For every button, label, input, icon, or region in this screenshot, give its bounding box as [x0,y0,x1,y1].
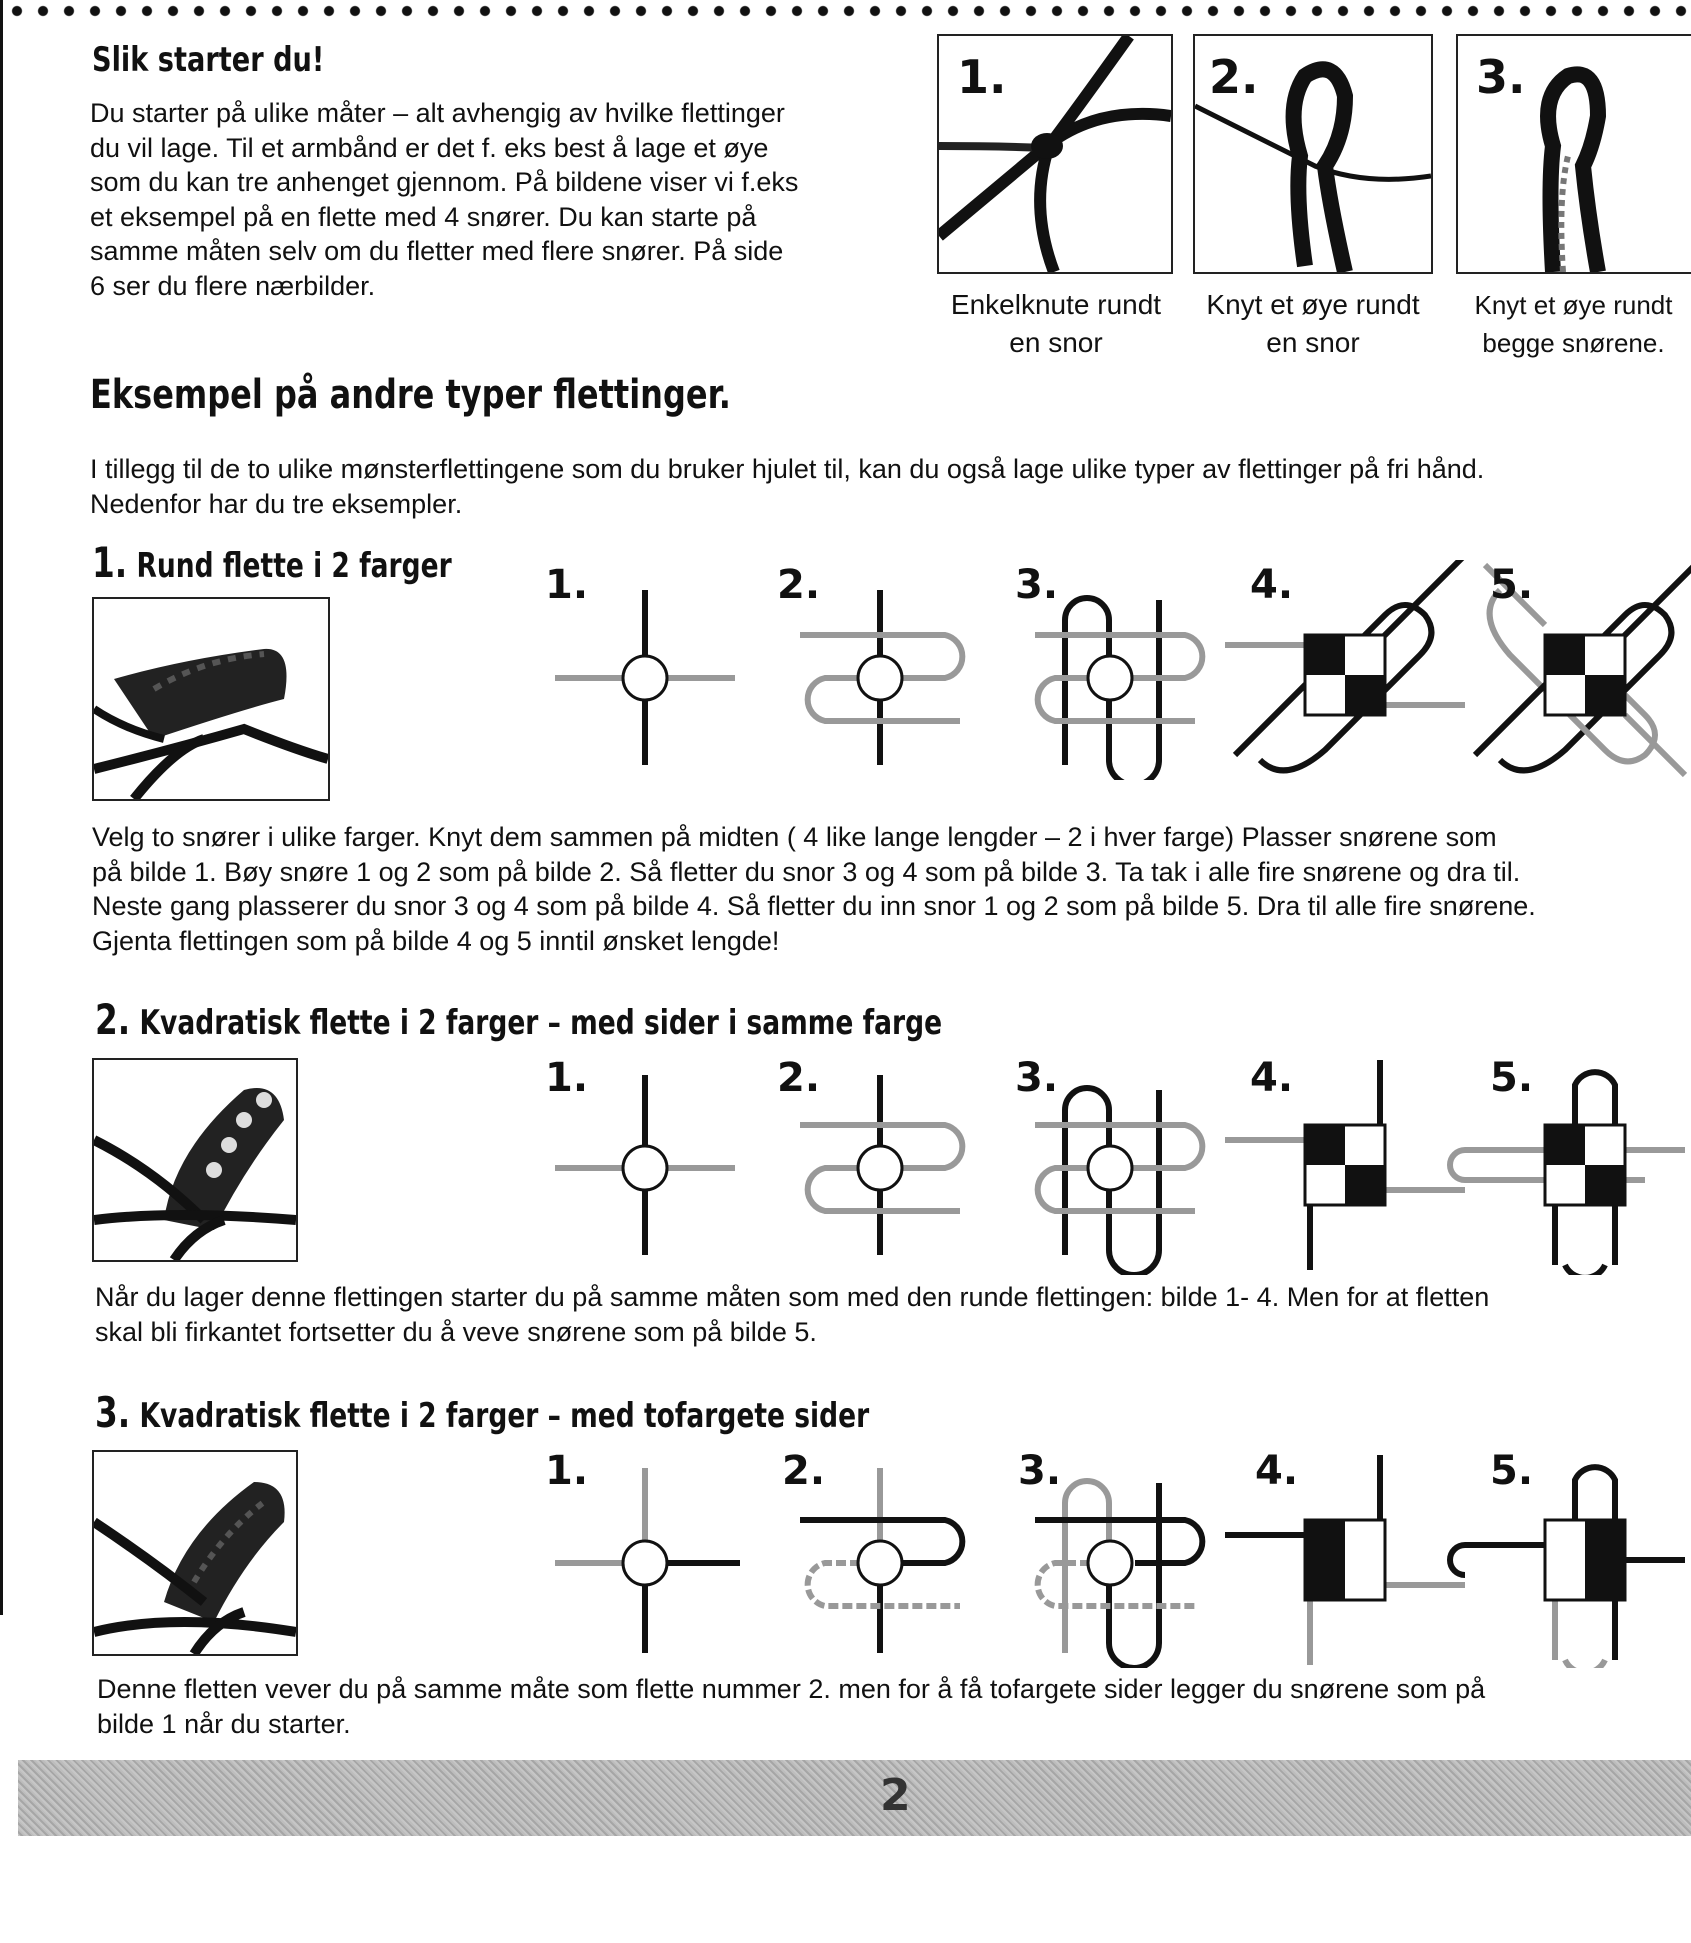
start-heading: Slik starter du! [92,40,325,80]
round-braid-photo-image [94,599,328,799]
step-number: 4. [1250,562,1294,608]
section-title: Kvadratisk flette i 2 farger – med tofargete sider [139,1396,870,1436]
dotted-top-border [0,0,1691,22]
section-1-diagrams [545,560,1691,780]
section-2-heading [95,995,942,1044]
start-photo-1 [937,34,1173,274]
start-line: Du starter på ulike måter – alt avhengig av hvilke flettinger [90,98,785,128]
caption-line: Knyt et øye rundt [1474,290,1673,320]
step-number: 1. [545,1055,589,1101]
left-margin-rule [0,0,3,1615]
examples-intro-text [90,452,1690,521]
start-line: som du kan tre anhenget gjennom. På bildene viser vi f.eks [90,167,799,197]
step-number: 3. [1018,1448,1062,1494]
caption-line: begge snørene. [1482,328,1665,358]
section-3-photo [92,1450,298,1656]
examples-heading: Eksempel på andre typer flettinger. [90,372,731,418]
caption-line: Knyt et øye rundt [1206,289,1420,320]
section-3-diagrams [545,1448,1691,1668]
step-number: 5. [1490,1055,1534,1101]
description-line: Når du lager denne flettingen starter du på samme måten som med den runde flettingen: bilde 1- 4. Men for at fletten [95,1282,1490,1312]
square-braid-photo-image [94,1060,296,1260]
start-photo-number: 3. [1476,50,1526,104]
section-2-photo [92,1058,298,1262]
start-line: et eksempel på en flette med 4 snører. Du kan starte på [90,201,757,232]
step-number: 4. [1255,1448,1299,1494]
section-number: 2. [95,995,131,1044]
start-photo-2 [1193,34,1433,274]
section-2-description [95,1280,1489,1349]
start-photo-number: 2. [1209,50,1259,104]
examples-intro-line: Nedenfor har du tre eksempler. [90,488,463,519]
step-number: 3. [1015,562,1059,608]
start-line: du vil lage. Til et armbånd er det f. eks best å lage et øye [90,132,769,163]
caption-line: en snor [1009,327,1103,358]
description-line: Velg to snører i ulike farger. Knyt dem sammen på midten ( 4 like lange lengder – 2 i hver farge) Plasser snørene som [92,822,1497,852]
start-photo-number: 1. [957,50,1007,104]
description-line: Neste gang plasserer du snor 3 og 4 som på bilde 4. Så fletter du inn snor 1 og 2 som på bilde 5. Dra til alle fire snørene. [92,891,1536,921]
step-number: 1. [545,562,589,608]
start-intro-text [90,96,890,303]
description-line: på bilde 1. Bøy snøre 1 og 2 som på bilde 2. Så fletter du snor 3 og 4 som på bilde 3. Ta tak i alle fire snørene og dra til. [92,856,1521,887]
step-number: 2. [782,1448,826,1494]
section-title: Kvadratisk flette i 2 farger – med sider i samme farge [139,1003,943,1043]
step-number: 3. [1015,1055,1059,1101]
step-number: 2. [777,562,821,608]
start-line: 6 ser du flere nærbilder. [90,270,376,301]
section-2-diagrams [545,1055,1691,1275]
step-number: 5. [1490,1448,1534,1494]
description-line: Denne fletten vever du på samme måte som flette nummer 2. men for å få tofargete sider legger du snørene som på [97,1674,1486,1704]
caption-line: en snor [1266,327,1360,358]
start-photo-3-caption [1456,286,1691,362]
page-number: 2 [880,1770,911,1821]
step-number: 4. [1250,1055,1294,1101]
section-3-heading [95,1388,869,1437]
section-number: 1. [92,538,128,587]
two-colour-braid-photo-image [94,1452,296,1654]
description-line: bilde 1 når du starter. [97,1708,351,1739]
examples-intro-line: I tillegg til de to ulike mønsterflettingene som du bruker hjulet til, kan du også lage ulike typer av flettinger på fri hånd. [90,454,1485,484]
start-photo-2-caption [1188,286,1438,362]
section-1-heading [92,538,452,587]
footer-band [18,1760,1691,1836]
start-photo-3 [1456,34,1691,274]
section-1-description [92,820,1536,958]
description-line: Gjenta flettingen som på bilde 4 og 5 inntil ønsket lengde! [92,925,780,956]
section-1-photo [92,597,330,801]
description-line: skal bli firkantet fortsetter du å veve snørene som på bilde 5. [95,1316,817,1347]
step-number: 1. [545,1448,589,1494]
step-number: 5. [1490,562,1534,608]
section-number: 3. [95,1388,131,1437]
section-3-description [97,1672,1485,1741]
start-photo-1-caption [932,286,1180,362]
step-number: 2. [777,1055,821,1101]
caption-line: Enkelknute rundt [950,289,1162,320]
start-line: samme måten selv om du fletter med flere snører. På side [90,236,784,266]
section-title: Rund flette i 2 farger [136,546,452,586]
